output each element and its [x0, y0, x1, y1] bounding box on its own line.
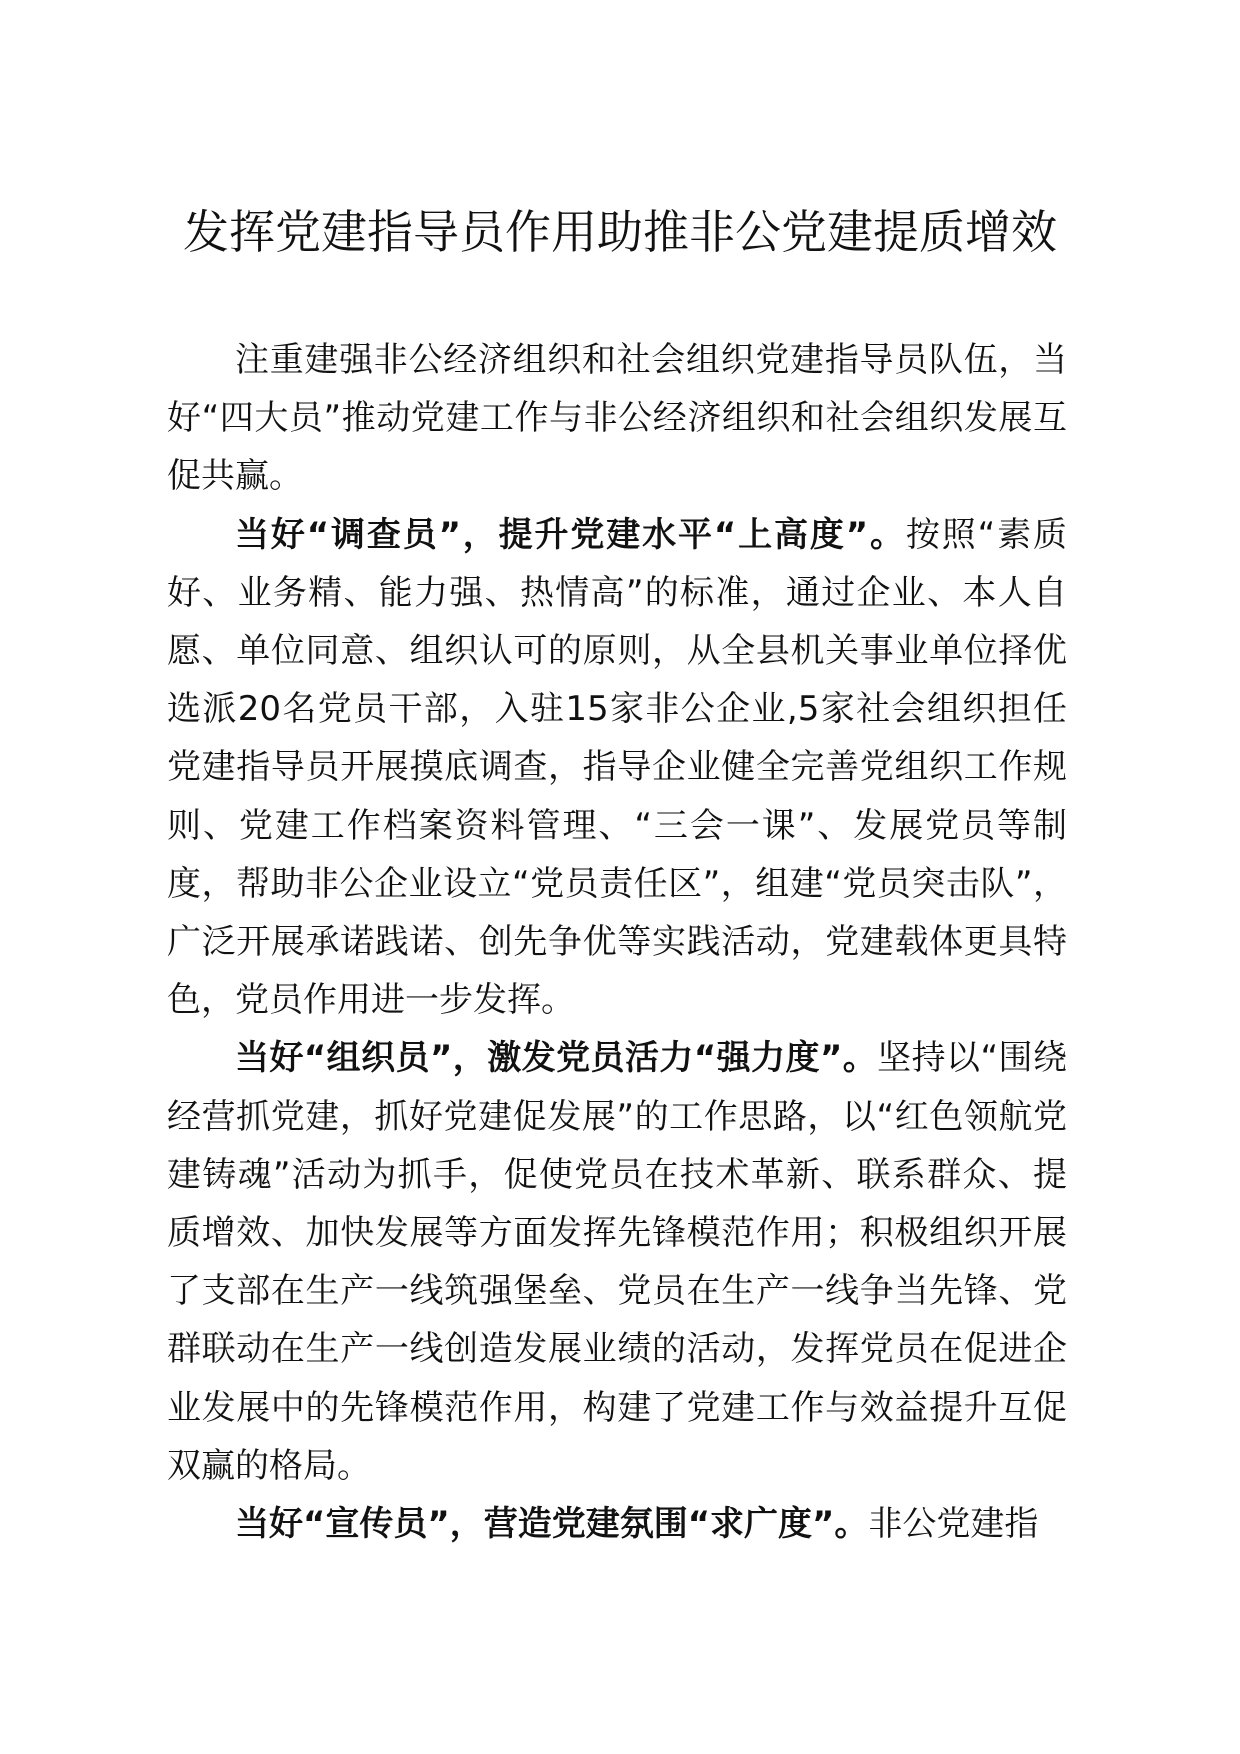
- paragraph-text: 注重建强非公经济组织和社会组织党建指导员队伍，当好“四大员”推动党建工作与非公经济组织和社会组织发展互促共赢。: [167, 340, 1067, 497]
- document-title: 发挥党建指导员作用助推非公党建提质增效: [183, 205, 1057, 259]
- paragraph-organizer: [167, 1029, 1067, 1495]
- paragraph-lead: 当好“调查员”，提升党建水平“上高度”。: [235, 514, 906, 555]
- paragraph-publicist: [167, 1495, 1067, 1553]
- paragraph-lead: 当好“组织员”，激发党员活力“强力度”。: [235, 1038, 878, 1079]
- document-body: [167, 331, 1067, 1553]
- paragraph-investigator: [167, 506, 1067, 1030]
- paragraph-text: 坚持以“围绕经营抓党建，抓好党建促发展”的工作思路，以“红色领航党建铸魂”活动为抓手，促使党员在技术革新、联系群众、提质增效、加快发展等方面发挥先锋模范作用；积极组织开展了支部在生产一线筑强堡垒、党员在生产一线争当先锋、党群联动在生产一线创造发展业绩的活动，发挥党员在促进企业发展中的先锋模范作用，构建了党建工作与效益提升互促双赢的格局。: [167, 1038, 1067, 1486]
- paragraph-text: 按照“素质好、业务精、能力强、热情高”的标准，通过企业、本人自愿、单位同意、组织认可的原则，从全县机关事业单位择优选派20名党员干部，入驻15家非公企业,5家社会组织担任党建指导员开展摸底调查，指导企业健全完善党组织工作规则、党建工作档案资料管理、“三会一课”、发展党员等制度，帮助非公企业设立“党员责任区”，组建“党员突击队”，广泛开展承诺践诺、创先争优等实践活动，党建载体更具特色，党员作用进一步发挥。: [167, 514, 1067, 1021]
- paragraph-text: 非公党建指: [868, 1504, 1039, 1545]
- paragraph-intro: [167, 331, 1067, 506]
- paragraph-lead: 当好“宣传员”，营造党建氛围“求广度”。: [235, 1504, 869, 1545]
